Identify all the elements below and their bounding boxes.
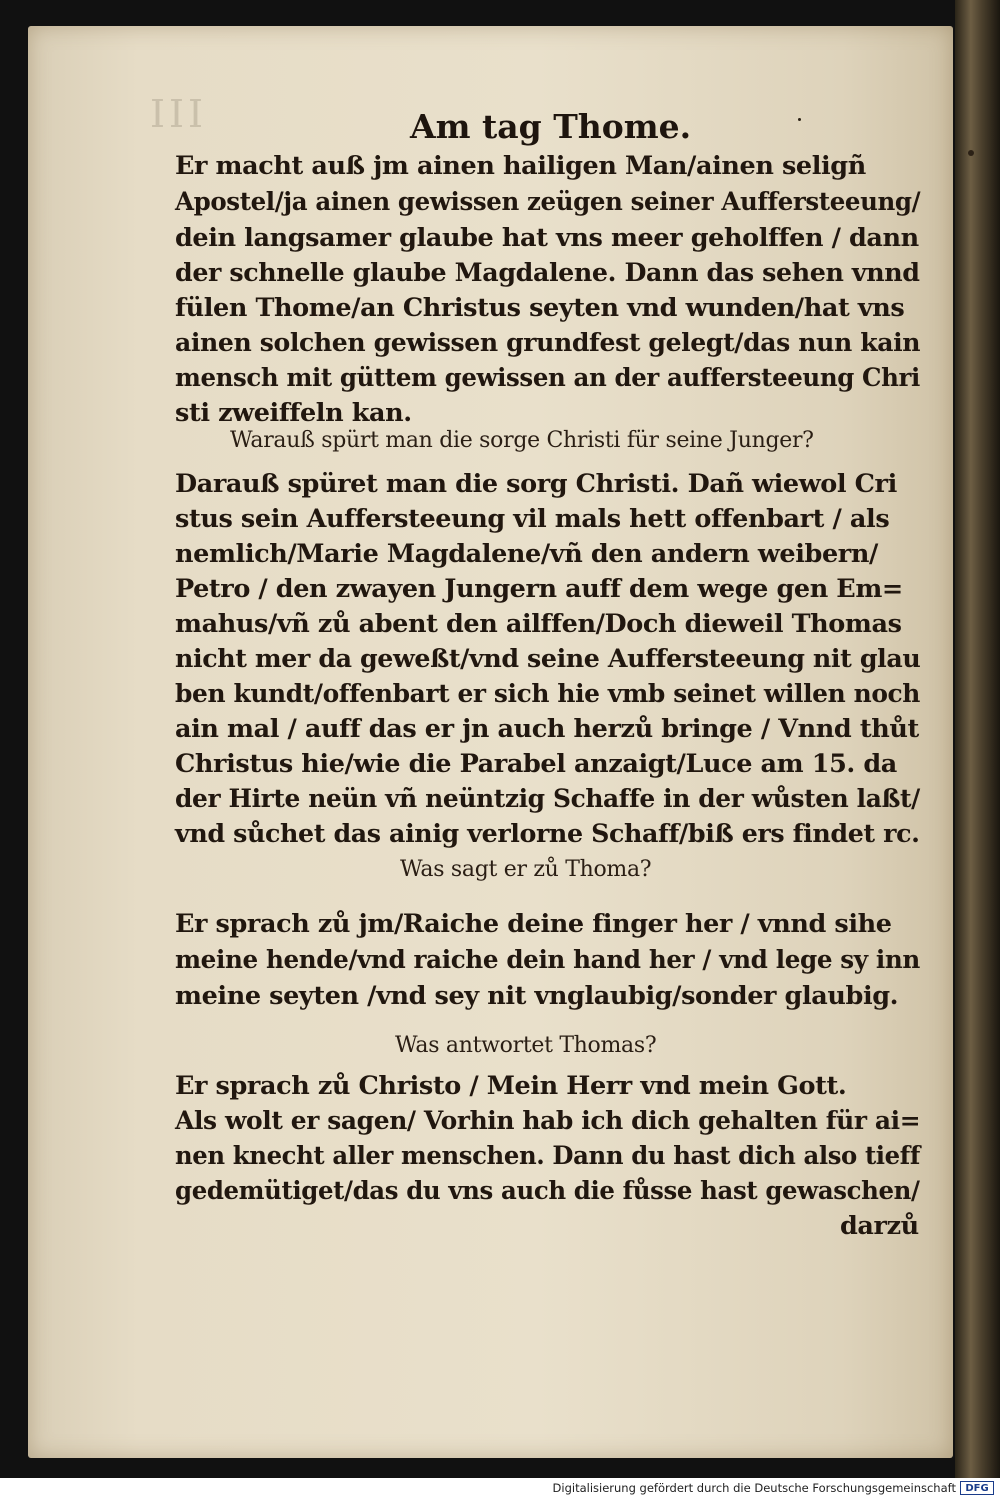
text-line: Er macht auß jm ainen hailigen Man/ainen seligñ (175, 151, 866, 181)
text-line: Petro / den zwayen Jungern auff dem wege gen Em= (175, 574, 903, 604)
ink-spot (968, 150, 974, 156)
book-edge (955, 0, 1000, 1478)
text-line: meine seyten /vnd sey nit vnglaubig/sonder glaubig. (175, 981, 899, 1011)
text-line: dein langsamer glaube hat vns meer geholffen / dann (175, 223, 919, 253)
catchword: darzů (840, 1211, 919, 1241)
question-heading: Was sagt er zů Thoma? (400, 857, 652, 882)
text-line: Er sprach zů jm/Raiche deine finger her / vnnd sihe (175, 909, 892, 939)
text-line: Apostel/ja ainen gewissen zeügen seiner Auffersteeung/ (175, 187, 921, 217)
text-line: nemlich/Marie Magdalene/vñ den andern weibern/ (175, 539, 878, 569)
funding-credit: Digitalisierung gefördert durch die Deutsche Forschungsgemeinschaft (552, 1481, 956, 1495)
ghost-folio: III (150, 92, 208, 136)
page-heading: Am tag Thome. (410, 107, 692, 146)
text-line: Als wolt er sagen/ Vorhin hab ich dich gehalten für ai= (175, 1106, 921, 1136)
text-line: meine hende/vnd raiche dein hand her / vnd lege sy inn (175, 945, 920, 975)
text-line: der Hirte neün vñ neüntzig Schaffe in der wůsten laßt/ (175, 784, 920, 814)
text-line: gedemütiget/das du vns auch die fůsse hast gewaschen/ (175, 1176, 920, 1206)
text-line: sti zweiffeln kan. (175, 398, 412, 428)
text-line: Darauß spüret man die sorg Christi. Dañ wiewol Cri (175, 469, 897, 499)
text-line: Er sprach zů Christo / Mein Herr vnd mein Gott. (175, 1071, 847, 1101)
text-line: mahus/vñ zů abent den ailffen/Doch dieweil Thomas (175, 609, 902, 639)
text-line: fülen Thome/an Christus seyten vnd wunden/hat vns (175, 293, 905, 323)
text-line: Christus hie/wie die Parabel anzaigt/Luce am 15. da (175, 749, 897, 779)
question-heading: Warauß spürt man die sorge Christi für seine Junger? (230, 428, 814, 453)
text-line: mensch mit güttem gewissen an der auffersteeung Chri (175, 363, 920, 393)
text-line: nicht mer da geweßt/vnd seine Auffersteeung nit glau (175, 644, 921, 674)
text-line: ben kundt/offenbart er sich hie vmb seinet willen noch (175, 679, 921, 709)
text-line: nen knecht aller menschen. Dann du hast dich also tieff (175, 1141, 920, 1171)
ink-spot (798, 118, 801, 121)
dfg-logo[interactable]: DFG (960, 1481, 994, 1495)
question-heading: Was antwortet Thomas? (395, 1033, 657, 1058)
text-line: ain mal / auff das er jn auch herzů bringe / Vnnd thůt (175, 714, 919, 744)
text-line: stus sein Auffersteeung vil mals hett offenbart / als (175, 504, 890, 534)
text-line: der schnelle glaube Magdalene. Dann das sehen vnnd (175, 258, 920, 288)
text-line: ainen solchen gewissen grundfest gelegt/das nun kain (175, 328, 921, 358)
footer-bar (0, 1478, 1000, 1499)
text-line: vnd sůchet das ainig verlorne Schaff/biß ers findet rc. (175, 819, 920, 849)
